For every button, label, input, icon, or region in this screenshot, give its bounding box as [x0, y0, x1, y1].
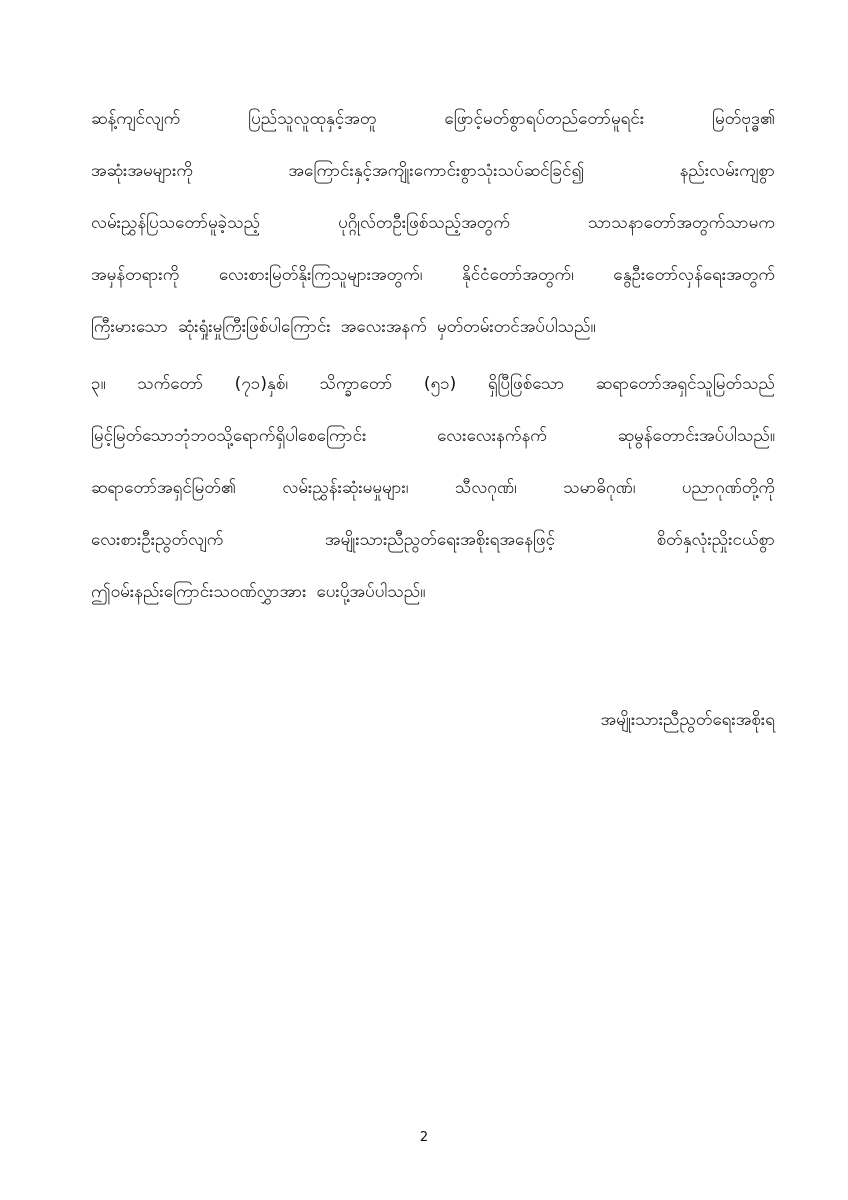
word: နည်းလမ်းကျစွာ: [679, 161, 775, 181]
word: (၇၁)နှစ်၊: [234, 374, 289, 394]
paragraph-2: [91, 358, 775, 618]
word: သိက္ခာတော်: [319, 374, 393, 394]
word: အမျိုးသားညီညွတ်ရေးအစိုးရအနေဖြင့်: [324, 530, 556, 550]
paragraph-line: [91, 249, 775, 301]
paragraph-line: [91, 197, 775, 249]
word: စိတ်နှလုံးညှိုးငယ်စွာ: [656, 530, 775, 550]
word: သာသနာတော်အတွက်သာမက: [588, 213, 775, 233]
word: နိုင်ငံတော်အတွက်၊: [461, 265, 574, 285]
word: ဆုံးရှုံးမှုကြီးဖြစ်ပါကြောင်း: [177, 317, 331, 337]
word: နွေဦးတော်လှန်ရေးအတွက်: [613, 265, 775, 285]
word: လေးစားမြတ်နိုးကြသူများအတွက်၊: [218, 265, 423, 285]
word: လေးစားဦးညွတ်လျက်: [91, 530, 224, 550]
paragraph-line: [91, 514, 775, 566]
word: လေးလေးနက်နက်: [437, 426, 547, 446]
word: ဖြောင့်မတ်စွာရပ်တည်တော်မူရင်း: [444, 109, 645, 129]
signature-line: အမျိုးသားညီညွတ်ရေးအစိုးရ: [600, 710, 775, 730]
word: သီလဂုဏ်၊: [454, 478, 517, 498]
word: ပေးပို့အပ်ပါသည်။: [316, 582, 426, 602]
word: ဆုမွန်တောင်းအပ်ပါသည်။: [617, 426, 775, 446]
word: ဤဝမ်းနည်းကြောင်းသဝဏ်လွှာအား: [91, 582, 307, 602]
word: သမာဓိဂုဏ်၊: [563, 478, 636, 498]
section-number: ၃။: [91, 374, 106, 394]
word: ကြီးမားသော: [91, 317, 168, 337]
word: မြတ်ဗုဒ္ဓ၏: [712, 109, 775, 129]
paragraph-line: [91, 93, 775, 145]
paragraph-line: [91, 145, 775, 197]
word: အဆုံးအမများကို: [91, 161, 194, 181]
word: အကြောင်းနှင့်အကျိုးကောင်းစွာသုံးသပ်ဆင်ခြင်၍: [288, 161, 585, 181]
word: ပြည်သူလူထုနှင့်အတူ: [248, 109, 377, 129]
word: ပညာဂုဏ်တို့ကို: [681, 478, 775, 498]
word: ဆရာတော်အရှင်မြတ်၏: [91, 478, 237, 498]
word: (၅၁): [423, 374, 457, 394]
word: မြင့်မြတ်သောဘုံဘဝသို့ရောက်ရှိပါစေကြောင်း: [91, 426, 367, 446]
word: အမှန်တရားကို: [91, 265, 180, 285]
paragraph-line: [91, 358, 775, 410]
paragraph-line: [91, 410, 775, 462]
word: ရှိပြီဖြစ်သော: [487, 374, 565, 394]
paragraph-1: [91, 93, 775, 353]
word: ပုဂ္ဂိုလ်တဦးဖြစ်သည့်အတွက်: [338, 213, 510, 233]
paragraph-line: [91, 462, 775, 514]
word: မှတ်တမ်းတင်အပ်ပါသည်။: [436, 317, 596, 337]
word: လမ်းညွှန်းဆုံးမမှုများ၊: [282, 478, 409, 498]
paragraph-line: [91, 566, 775, 618]
word: အလေးအနက်: [340, 317, 427, 337]
word: သက်တော်: [137, 374, 204, 394]
word: လမ်းညွှန်ပြသတော်မူခဲ့သည့်: [91, 213, 261, 233]
page-number: 2: [419, 1130, 429, 1145]
word: ဆန့်ကျင်လျက်: [91, 109, 181, 129]
word: ဆရာတော်အရှင်သူမြတ်သည်: [595, 374, 775, 394]
paragraph-line: [91, 301, 775, 353]
